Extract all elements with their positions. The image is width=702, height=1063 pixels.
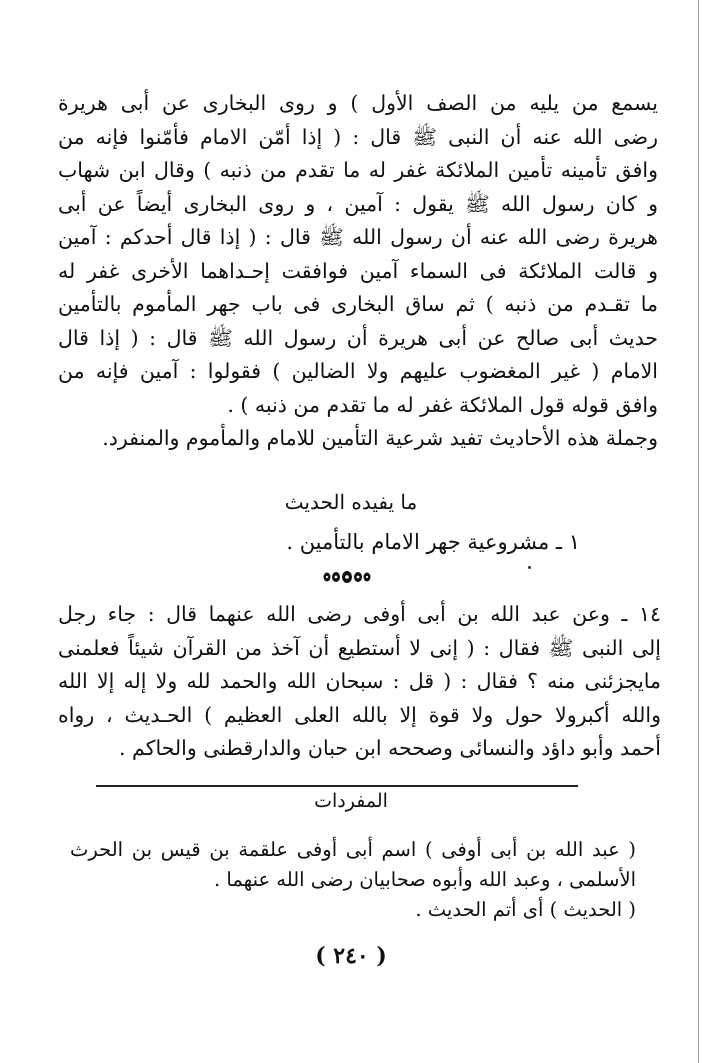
text-line: حديث أبى صالح عن أبى هريرة أن رسول الله ﷺ قال : ( إذا قال xyxy=(58,325,658,350)
text-line: مايجزئنى منه ؟ فقال : ( قل : سبحان الله والحمد لله ولا إله إلا الله xyxy=(58,669,661,693)
text-line: إلى النبى ﷺ فقال : ( إنى لا أستطيع أن آخذ من القرآن شيئاً فعلمنى xyxy=(58,635,661,660)
text-line: والله أكبرولا حول ولا قوة إلا بالله العلى العظيم ) الحـديث ، رواه xyxy=(58,702,661,727)
text-line: ( عبد الله بن أبى أوفى ) اسم أبى أوفى علقمة بن قيس بن الحرث xyxy=(70,838,636,861)
text-line: وافق قوله قول الملائكة غفر له ما تقدم من ذنبه ) . xyxy=(227,392,658,417)
text-line: ما تقـدم من ذنبه ) ثم ساق البخارى فى باب جهر المأموم بالتأمين xyxy=(58,292,658,316)
text-line: يسمع من يليه من الصف الأول ) و روى البخارى عن أبى هريرة xyxy=(58,91,658,115)
hadith-14-paragraph xyxy=(58,598,661,766)
text-line: الأسلمى ، وعبد الله وأبوه صحابيان رضى الله عنهما . xyxy=(213,868,636,891)
text-line: ( الحديث ) أى أتم الحديث . xyxy=(415,898,636,921)
section-heading-vocabulary: المفردات xyxy=(314,790,388,812)
text-line: أحمد وأبو داؤد والنسائى وصححه ابن حبان والدارقطنى والحاكم . xyxy=(119,736,661,760)
main-paragraph xyxy=(58,87,658,456)
vocabulary-notes xyxy=(70,835,636,925)
text-line: وجملة هذه الأحاديث تفيد شرعية التأمين للامام والمأموم والمنفرد. xyxy=(102,426,658,450)
ink-speck xyxy=(528,566,531,569)
ornament-divider-icon xyxy=(322,569,372,585)
text-line: رضى الله عنه أن النبى ﷺ قال : ( إذا أمّن الامام فأمّنوا فإنه من xyxy=(58,124,658,149)
text-line: هريرة رضى الله عنه أن رسول الله ﷺ قال : ( إذا قال أحدكم : آمين xyxy=(58,225,658,249)
section-heading-benefits: ما يفيده الحديث xyxy=(284,490,418,514)
text-line: وافق تأمينه تأمين الملائكة غفر له ما تقدم من ذنبه ) وقال ابن شهاب xyxy=(58,158,658,182)
text-line: و قالت الملائكة فى السماء آمين فوافقت إحـداهما الأخرى غفر له xyxy=(58,258,658,283)
text-line: الامام ( غير المغضوب عليهم ولا الضالين ) فقولوا : آمين فإنه من xyxy=(58,359,658,383)
page-number: ( ٢٤٠ ) xyxy=(315,943,387,969)
page-edge-line xyxy=(698,0,699,1063)
text-line: ١٤ ـ وعن عبد الله بن أبى أوفى رضى الله عنهما قال : جاء رجل xyxy=(58,602,661,626)
footnote-divider xyxy=(96,785,578,787)
text-line: و كان رسول الله ﷺ يقول : آمين ، و روى البخارى أيضاً عن أبى xyxy=(58,191,658,216)
benefit-point-1: ١ ـ مشروعية جهر الامام بالتأمين . xyxy=(286,530,580,554)
